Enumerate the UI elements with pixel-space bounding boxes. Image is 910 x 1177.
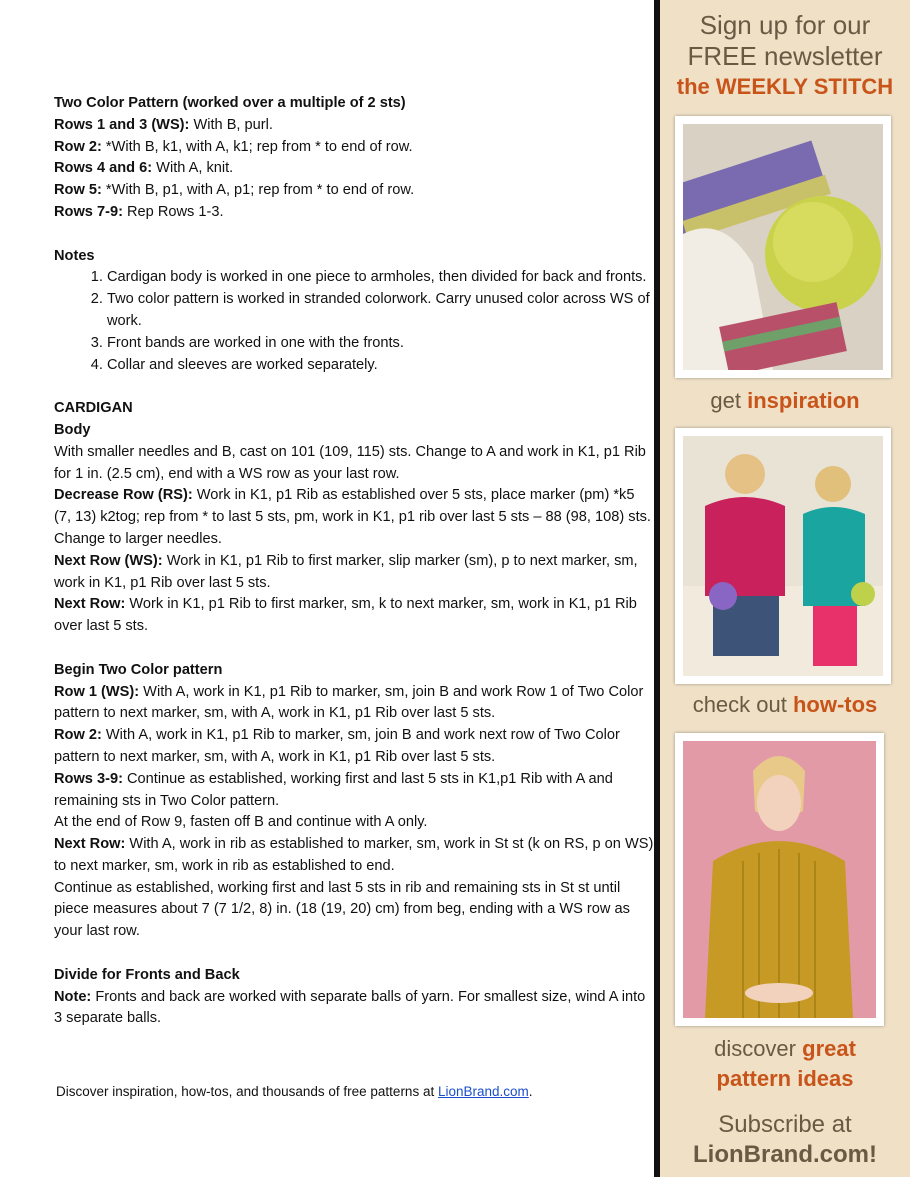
sweater-model-photo [683, 741, 876, 1018]
family-photo-frame [675, 428, 891, 684]
next-row-ws: Next Row (WS): Work in K1, p1 Rib to first marker, slip marker (sm), p to next marker, sm, work in K1, p1 Rib over last 5 sts. [54, 552, 638, 591]
continue-text: Continue as established, working first and last 5 sts in rib and remaining sts in St st until piece measures about 7 (7 1/2, 8) in. (18 (19, 20) cm) from beg, ending with a WS row as your last row. [54, 879, 630, 940]
inspiration-caption: get inspiration [710, 388, 860, 413]
tc-row-2: Row 2: With A, work in K1, p1 Rib to marker, sm, join B and work next row of Two Color pattern to next marker, sm, with A, work in K1, p1 Rib over last 5 sts. [54, 727, 620, 765]
list-item: 4. Collar and sleeves are worked separately. [107, 355, 654, 377]
tc-next-row: Next Row: With A, work in rib as established to marker, sm, work in St st (k on RS, p on WS) to next marker, sm, work in rib as established to end. [54, 836, 654, 874]
sidebar-ad[interactable] [660, 0, 910, 1177]
pattern-row-4: Row 5: *With B, p1, with A, p1; rep from * to end of row. [54, 182, 415, 199]
decrease-row: Decrease Row (RS): Work in K1, p1 Rib as established over 5 sts, place marker (pm) *k5 (7, 13) k2tog; rep from * to last 5 sts, pm, work in K1, p1 rib over last 5 sts – 88 (98, 108) sts. [54, 487, 651, 526]
signup-line-2: FREE newsletter [687, 41, 883, 71]
subscribe-line: Subscribe at [718, 1111, 852, 1138]
footer: Discover inspiration, how-tos, and thousands of free patterns at LionBrand.com. [56, 1084, 533, 1099]
list-item: 3. Front bands are worked in one with the fronts. [107, 333, 654, 355]
newsletter-name: the WEEKLY STITCH [676, 74, 894, 99]
cast-on-text: With smaller needles and B, cast on 101 (109, 115) sts. Change to A and work in K1, p1 Rib for 1 in. (2.5 cm), end with a WS row as your last row. [54, 443, 646, 482]
pattern-row-1: Rows 1 and 3 (WS): With B, purl. [54, 116, 273, 133]
notes-list [54, 267, 654, 376]
list-item: 2. Two color pattern is worked in stranded colorwork. Carry unused color across WS of work. [107, 289, 654, 333]
list-item: 1. Cardigan body is worked in one piece to armholes, then divided for back and fronts. [107, 267, 654, 289]
next-row: Next Row: Work in K1, p1 Rib to first marker, sm, k to next marker, sm, work in K1, p1 Rib over last 5 sts. [54, 596, 637, 635]
howto-caption: check out how-tos [692, 692, 878, 717]
divide-note: Note: Fronts and back are worked with separate balls of yarn. For smallest size, wind A into 3 separate balls. [54, 988, 646, 1027]
pattern-body [54, 93, 654, 1030]
yarn-photo-frame [675, 116, 891, 378]
notes-heading: Notes [54, 247, 95, 264]
signup-line-1: Sign up for our [699, 10, 871, 40]
discover-caption: discover great [714, 1036, 856, 1061]
lionbrand-link[interactable]: LionBrand.com [437, 1084, 529, 1099]
divide-heading: Divide for Fronts and Back [54, 966, 240, 983]
yarn-photo [683, 124, 883, 370]
row-9-note: At the end of Row 9, fasten off B and continue with A only. [54, 814, 428, 831]
tc-rows-3-9: Rows 3-9: Continue as established, working first and last 5 sts in K1,p1 Rib with A and remaining sts in Two Color pattern. [54, 770, 613, 809]
pattern-row-2: Row 2: *With B, k1, with A, k1; rep from * to end of row. [54, 138, 413, 155]
change-needles: Change to larger needles. [54, 530, 222, 547]
cardigan-heading: CARDIGAN [54, 400, 133, 417]
family-knitting-photo [683, 436, 883, 676]
pattern-ideas-caption: pattern ideas [716, 1066, 854, 1091]
pattern-row-3: Rows 4 and 6: With A, knit. [54, 160, 234, 177]
sweater-photo-frame [675, 733, 884, 1026]
subscribe-site: LionBrand.com! [693, 1141, 877, 1168]
tc-row-1: Row 1 (WS): With A, work in K1, p1 Rib to marker, sm, join B and work Row 1 of Two Color pattern to next marker, sm, with A, work in K1, p1 Rib over last 5 sts. [54, 683, 644, 722]
pattern-row-5: Rows 7-9: Rep Rows 1-3. [54, 203, 224, 220]
two-color-heading: Two Color Pattern (worked over a multiple of 2 sts) [54, 95, 406, 111]
two-color-begin-heading: Begin Two Color pattern [54, 661, 223, 678]
body-heading: Body [54, 421, 91, 438]
